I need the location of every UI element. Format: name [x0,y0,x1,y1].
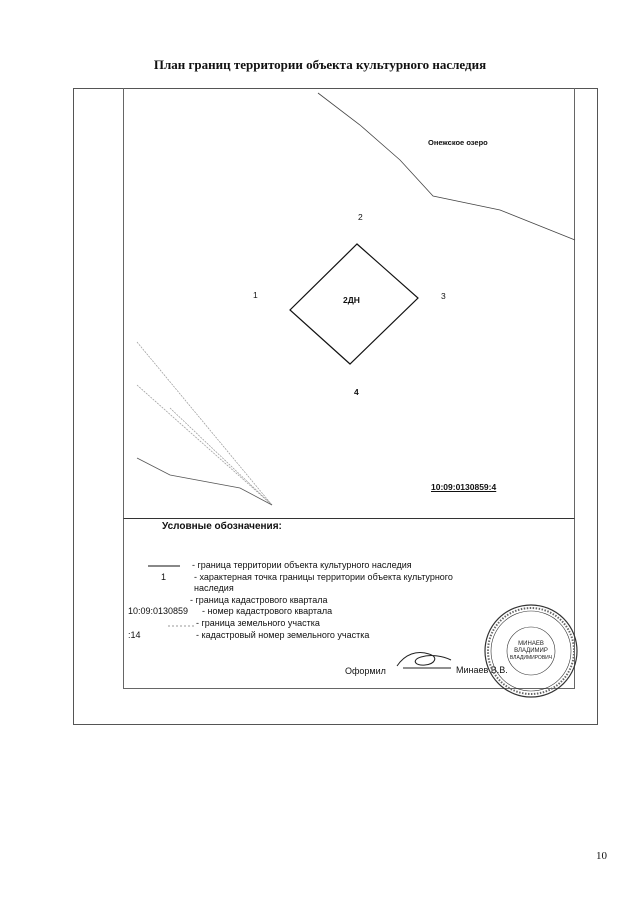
document-title: План границ территории объекта культурного наследия [153,57,487,72]
legend-title: Условные обозначения: [162,521,282,532]
point-label-3: 3 [441,291,446,301]
signer-name: Минаев В.В. [456,665,508,675]
object-label: 2ДН [343,295,360,305]
stamp-name-line-2: ВЛАДИМИР [514,648,548,654]
legend-item-symbol: 10:09:0130859 [128,606,189,616]
legend-item-symbol: :14 [128,630,141,640]
signature-mark [395,648,455,674]
legend-item-text: - граница кадастрового квартала [190,595,328,605]
land-plot-line [137,385,272,505]
legend-item-text: - характерная точка границы территории объекта культурного наследия [194,572,453,593]
legend-item-symbol: 1 [161,572,167,582]
page-number: 10 [596,850,607,862]
stamp-name-line-1: МИНАЕВ [518,641,544,647]
land-plot-line [170,408,272,505]
signature-label: Оформил [345,666,386,676]
legend-item-text: - граница территории объекта культурного наследия [192,560,412,570]
cadastral-quarter-label: 10:09:0130859:4 [431,482,497,492]
point-label-4: 4 [354,387,359,397]
land-plot-line [137,458,272,505]
legend-item-text: - граница земельного участка [196,618,320,628]
official-stamp [483,603,579,699]
point-label-1: 1 [253,290,258,300]
land-plot-line [137,342,272,505]
lake-label: Онежское озеро [428,138,488,147]
stamp-name-line-3: ВЛАДИМИРОВИЧ [509,655,553,661]
shoreline-line [318,93,575,240]
legend-item-text: - номер кадастрового квартала [202,606,333,616]
legend-item-text: - кадастровый номер земельного участка [196,630,370,640]
point-label-2: 2 [358,212,363,222]
